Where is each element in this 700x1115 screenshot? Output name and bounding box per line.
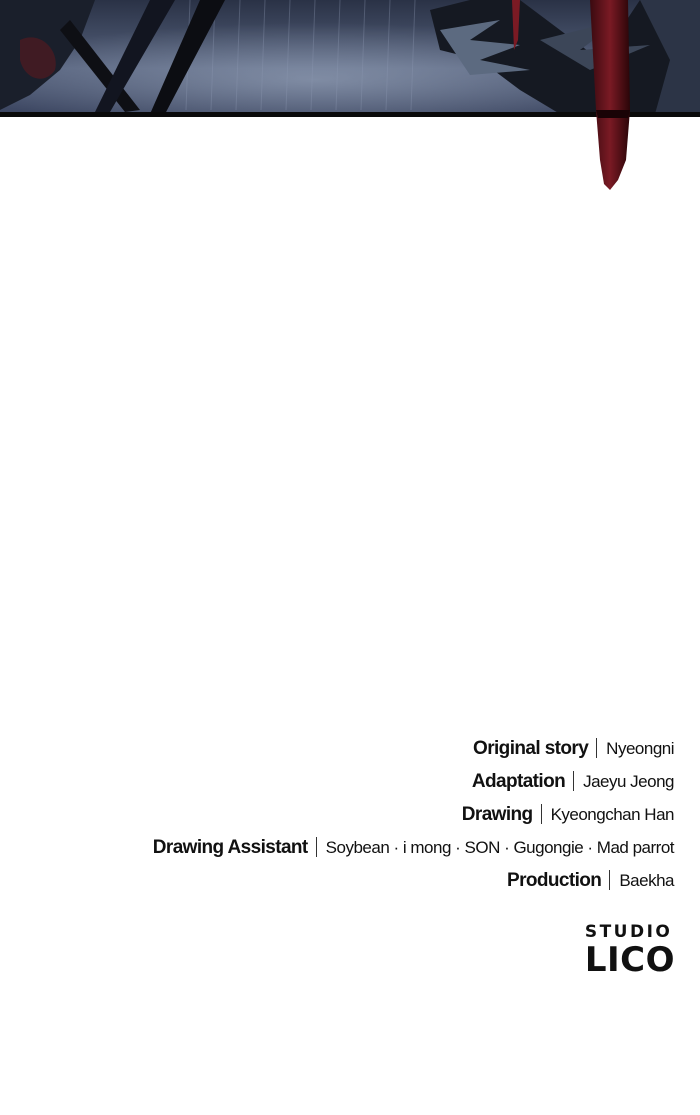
credit-role: Original story	[473, 738, 589, 759]
credit-row-drawing	[34, 798, 674, 831]
credit-row-production	[34, 864, 674, 897]
separator	[316, 837, 317, 857]
separator	[609, 870, 610, 890]
separator	[596, 738, 597, 758]
credit-name: Jaeyu Jeong	[583, 772, 674, 791]
credit-name: Baekha	[619, 871, 674, 890]
credit-row-drawing-assistant	[34, 831, 674, 864]
credits-block	[34, 732, 674, 897]
credit-role: Adaptation	[471, 771, 566, 792]
separator	[573, 771, 574, 791]
credit-role: Drawing Assistant	[152, 837, 308, 858]
studio-logo	[585, 922, 675, 978]
studio-logo-line1: STUDIO	[584, 922, 673, 942]
comic-panel-artwork	[0, 0, 700, 200]
credit-row-original-story	[34, 732, 674, 765]
credit-role: Drawing	[461, 804, 533, 825]
credit-row-adaptation	[34, 765, 674, 798]
credit-name: Soybean · i mong · SON · Gugongie · Mad parrot	[325, 838, 674, 857]
credit-name: Kyeongchan Han	[550, 805, 674, 824]
studio-logo-line2: LICO	[584, 940, 675, 980]
credit-role: Production	[507, 870, 602, 891]
credit-name: Nyeongni	[606, 739, 674, 758]
separator	[541, 804, 542, 824]
